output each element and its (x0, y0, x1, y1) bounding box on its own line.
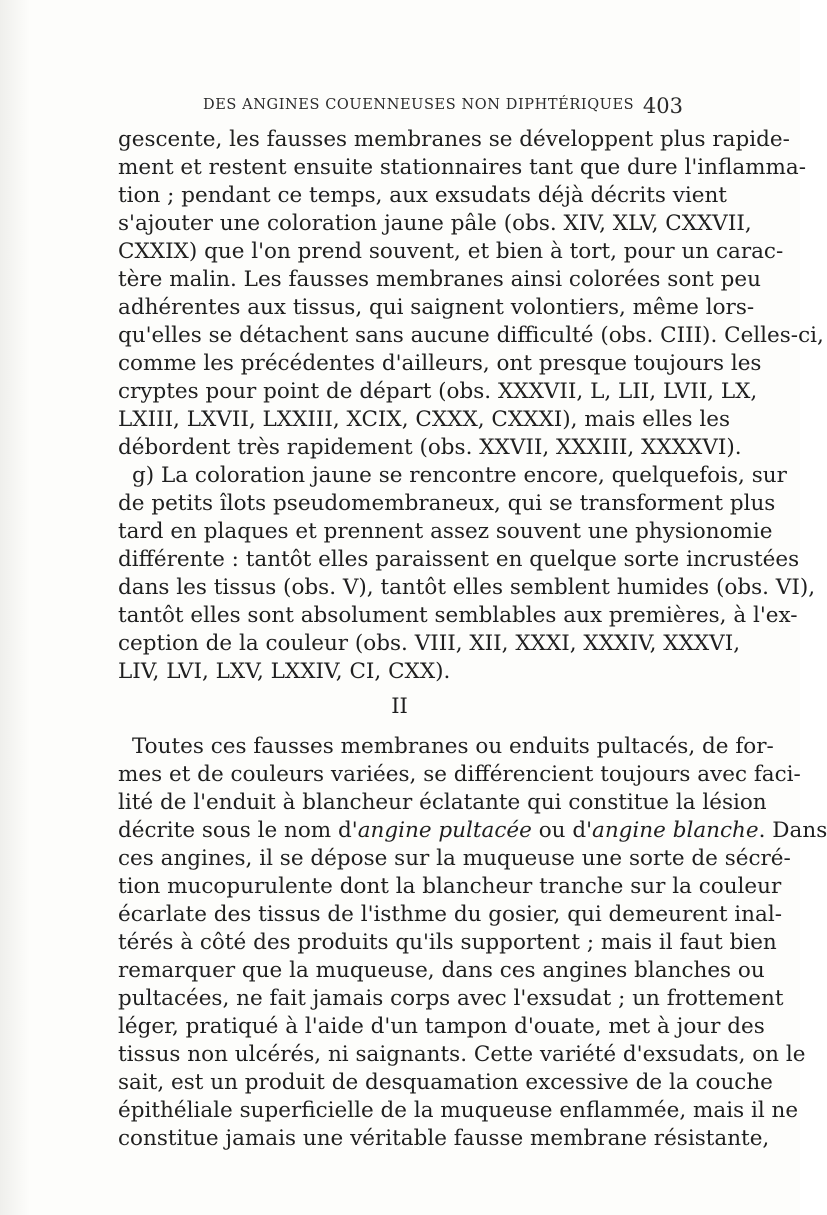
section-heading: II (391, 694, 408, 718)
italic-term: angine blanche (592, 818, 759, 843)
running-title: DES ANGINES COUENNEUSES NON DIPHTÉRIQUES (203, 97, 635, 113)
text-line: LXIII, LXVII, LXXIII, XCIX, CXXX, CXXXI), mais elles les (118, 407, 730, 432)
text-line: ment et restent ensuite stationnaires tant que dure l'inflamma- (118, 155, 806, 180)
text-line: térés à côté des produits qu'ils supportent ; mais il faut bien (118, 930, 777, 955)
text-line: léger, pratiqué à l'aide d'un tampon d'ouate, met à jour des (118, 1014, 765, 1039)
text-fragment: décrite sous le nom d' (118, 818, 358, 843)
page-number: 403 (642, 94, 683, 118)
text-line: tion mucopurulente dont la blancheur tranche sur la couleur (118, 874, 782, 899)
text-line: de petits îlots pseudomembraneux, qui se transforment plus (118, 491, 776, 516)
text-line: épithéliale superficielle de la muqueuse enflammée, mais il ne (118, 1098, 799, 1123)
text-line: remarquer que la muqueuse, dans ces angines blanches ou (118, 958, 765, 983)
text-line: mes et de couleurs variées, se différencient toujours avec faci- (118, 762, 801, 787)
text-line-with-italics (118, 817, 827, 845)
text-line: débordent très rapidement (obs. XXVII, XXXIII, XXXXVI). (118, 435, 742, 460)
text-fragment: . Dans (758, 818, 827, 843)
running-head (118, 94, 683, 121)
text-line: Toutes ces fausses membranes ou enduits pultacés, de for- (132, 734, 774, 759)
text-line: constitue jamais une véritable fausse membrane résistante, (118, 1126, 770, 1151)
text-line: tion ; pendant ce temps, aux exsudats déjà décrits vient (118, 183, 727, 208)
text-line: s'ajouter une coloration jaune pâle (obs. XIV, XLV, CXXVII, (118, 211, 752, 236)
text-line: différente : tantôt elles paraissent en quelque sorte incrustées (118, 547, 800, 572)
text-line: tère malin. Les fausses membranes ainsi colorées sont peu (118, 267, 761, 292)
text-line: ces angines, il se dépose sur la muqueuse une sorte de sécré- (118, 846, 791, 871)
text-line: lité de l'enduit à blancheur éclatante qui constitue la lésion (118, 790, 767, 815)
text-line: adhérentes aux tissus, qui saignent volontiers, même lors- (118, 295, 755, 320)
text-line: tard en plaques et prennent assez souvent une physionomie (118, 519, 773, 544)
text-line: comme les précédentes d'ailleurs, ont presque toujours les (118, 351, 762, 376)
gutter-shadow (0, 0, 30, 1215)
text-line: CXXIX) que l'on prend souvent, et bien à tort, pour un carac- (118, 239, 784, 264)
text-line: écarlate des tissus de l'isthme du gosier, qui demeurent inal- (118, 902, 782, 927)
text-line: qu'elles se détachent sans aucune difficulté (obs. CIII). Celles-ci, (118, 323, 824, 348)
text-line: g) La coloration jaune se rencontre encore, quelquefois, sur (132, 463, 787, 488)
italic-term: angine pultacée (357, 818, 532, 843)
text-line: ception de la couleur (obs. VIII, XII, XXXI, XXXIV, XXXVI, (118, 631, 741, 656)
text-line: LIV, LVI, LXV, LXXIV, CI, CXX). (118, 659, 451, 684)
text-line: tissus non ulcérés, ni saignants. Cette variété d'exsudats, on le (118, 1042, 806, 1067)
text-line: tantôt elles sont absolument semblables aux premières, à l'ex- (118, 603, 798, 628)
text-line: pultacées, ne fait jamais corps avec l'exsudat ; un frottement (118, 986, 784, 1011)
text-fragment: ou d' (531, 818, 592, 843)
text-line: gescente, les fausses membranes se développent plus rapide- (118, 127, 790, 152)
text-line: sait, est un produit de desquamation excessive de la couche (118, 1070, 773, 1095)
text-line: cryptes pour point de départ (obs. XXXVII, L, LII, LVII, LX, (118, 379, 758, 404)
text-line: dans les tissus (obs. V), tantôt elles semblent humides (obs. VI), (118, 575, 816, 600)
